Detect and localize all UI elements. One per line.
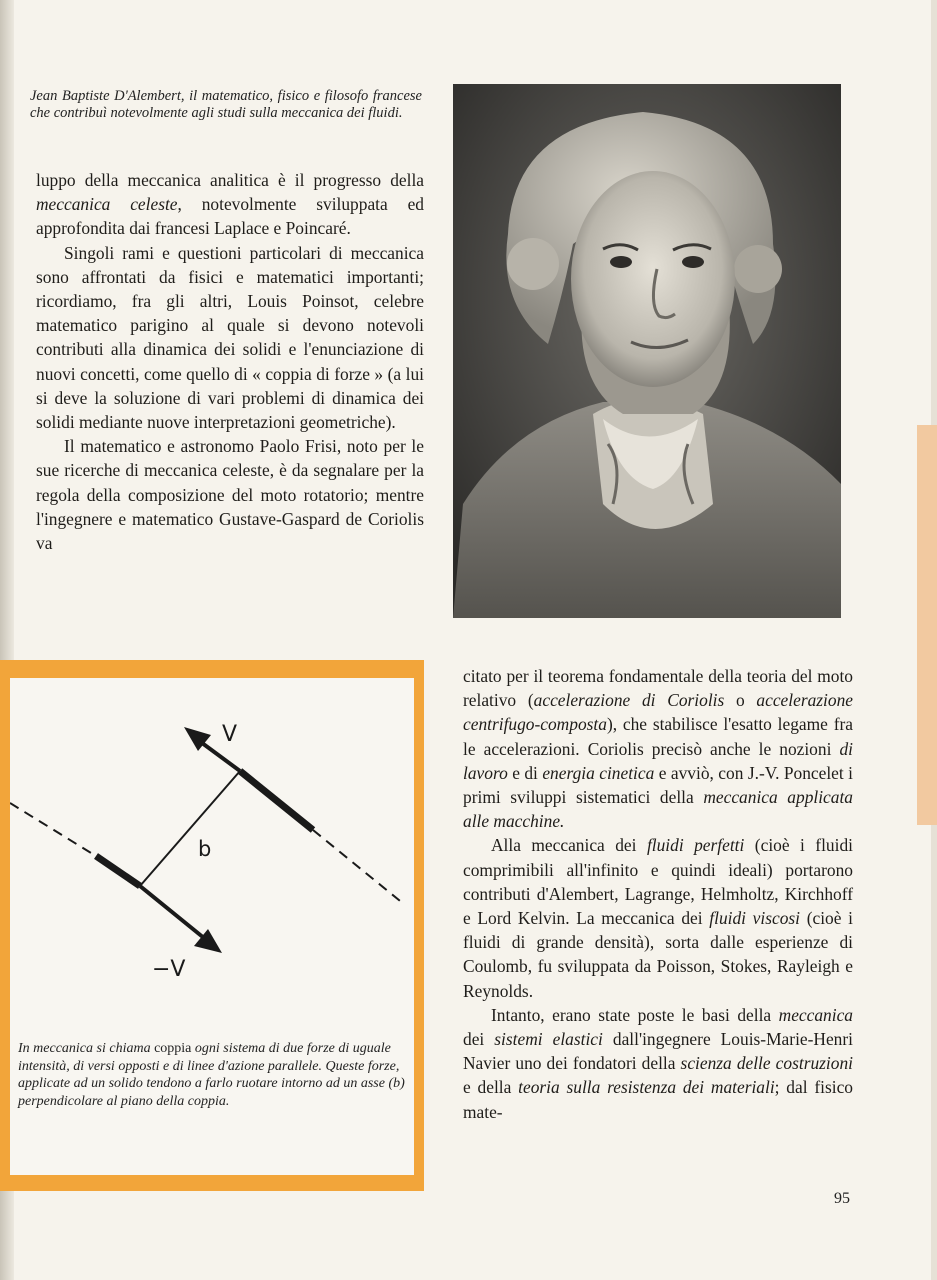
next-page-edge-strip bbox=[917, 425, 937, 825]
label-v: V bbox=[222, 722, 238, 747]
italic-span: teoria sulla resistenza dei materiali bbox=[518, 1077, 775, 1098]
italic-span: accelerazione di Coriolis bbox=[533, 690, 725, 711]
portrait-illustration bbox=[453, 84, 841, 618]
label-b: b bbox=[198, 837, 212, 861]
italic-span: sistemi elastici bbox=[494, 1029, 603, 1050]
force-couple-diagram bbox=[10, 678, 414, 1175]
upright-span: coppia bbox=[154, 1041, 192, 1056]
action-line-lower-dashed bbox=[10, 803, 96, 856]
force-couple-diagram-frame bbox=[0, 660, 424, 1191]
arm-b-line bbox=[140, 771, 240, 886]
right-paragraph-2: Alla meccanica dei fluidi perfetti (cioè i fluidi comprimibili all'infinito e quindi ideali) portarono contributi d'Alembert, Lagrange, Helmholtz, Kirchhoff e Lord Kelvin. La meccanica dei fluidi viscosi (cioè i fluidi di grande densità), sorta dalle esperienze di Coulomb, fu sviluppata da Poisson, Stokes, Rayleigh e Reynolds. bbox=[463, 835, 853, 1001]
action-line-upper-dashed bbox=[313, 830, 405, 905]
right-paragraph-1: citato per il teorema fondamentale della teoria del moto relativo (accelerazione di Coriolis o accelerazione centrifugo-composta), che stabilisce l'esatto legame fra le accelerazioni. Coriolis precisò anche le nozioni di lavoro e di energia cinetica e avviò, con J.-V. Poncelet i primi sviluppi sistematici della meccanica applicata alle macchine. bbox=[463, 666, 854, 832]
italic-span: scienza delle costruzioni bbox=[680, 1053, 853, 1074]
italic-span: di lavoro bbox=[463, 738, 853, 783]
italic-span: meccanica celeste bbox=[36, 194, 178, 215]
left-paragraph-3: Il matematico e astronomo Paolo Frisi, noto per le sue ricerche di meccanica celeste, è da segnalare per la regola della composizione del moto rotatorio; mentre l'ingegnere e matematico Gustave-Gaspard de Coriolis va bbox=[36, 436, 424, 554]
italic-span: energia cinetica bbox=[542, 762, 655, 783]
italic-span: meccanica applicata alle macchine. bbox=[463, 787, 853, 832]
italic-span: fluidi perfetti bbox=[646, 835, 745, 856]
right-text-column bbox=[463, 664, 853, 1124]
italic-span: meccanica bbox=[778, 1004, 853, 1025]
left-paragraph-1: luppo della meccanica analitica è il progresso della meccanica celeste, notevolmente sviluppata ed approfondita dai francesi Laplace e Poincaré. bbox=[36, 170, 424, 239]
right-paragraph-3: Intanto, erano state poste le basi della meccanica dei sistemi elastici dall'ingegnere Louis-Marie-Henri Navier uno dei fondatori della scienza delle costruzioni e della teoria sulla resistenza dei materiali; dal fisico mate- bbox=[463, 1004, 854, 1122]
portrait-caption: Jean Baptiste D'Alembert, il matematico, fisico e filosofo francese che contribuì notevolmente agli studi sulla meccanica dei fluidi. bbox=[30, 88, 422, 121]
vector-v-tail bbox=[240, 771, 313, 830]
diagram-caption: In meccanica si chiama coppia ogni sistema di due forze di uguale intensità, di versi opposti e di linee d'azione parallele. Queste forze, applicate ad un solido tendono a farlo ruotare intorno ad un asse (b) perpendicolare al piano della coppia. bbox=[18, 1041, 405, 1109]
left-paragraph-2: Singoli rami e questioni particolari di meccanica sono affrontati da fisici e matematici importanti; ricordiamo, fra gli altri, Louis Poinsot, celebre matematico parigino al quale si devono notevoli contributi alla dinamica dei solidi e l'enunciazione di nuovi concetti, come quello di « coppia di forze » (a lui si deve la soluzione di vari problemi di dinamica dei solidi mediante nuove interpretazioni geometriche). bbox=[36, 242, 424, 433]
page-number: 95 bbox=[834, 1190, 850, 1207]
italic-span: fluidi viscosi bbox=[709, 908, 801, 929]
italic-span: accelerazione centrifugo-composta bbox=[463, 690, 853, 735]
vector-minus-v-tail bbox=[96, 856, 140, 886]
dalembert-portrait bbox=[453, 84, 841, 618]
vector-minus-v-shaft bbox=[140, 886, 204, 938]
label-minus-v: −V bbox=[152, 957, 186, 982]
force-couple-drawing bbox=[10, 678, 414, 1038]
left-text-column bbox=[36, 168, 424, 555]
